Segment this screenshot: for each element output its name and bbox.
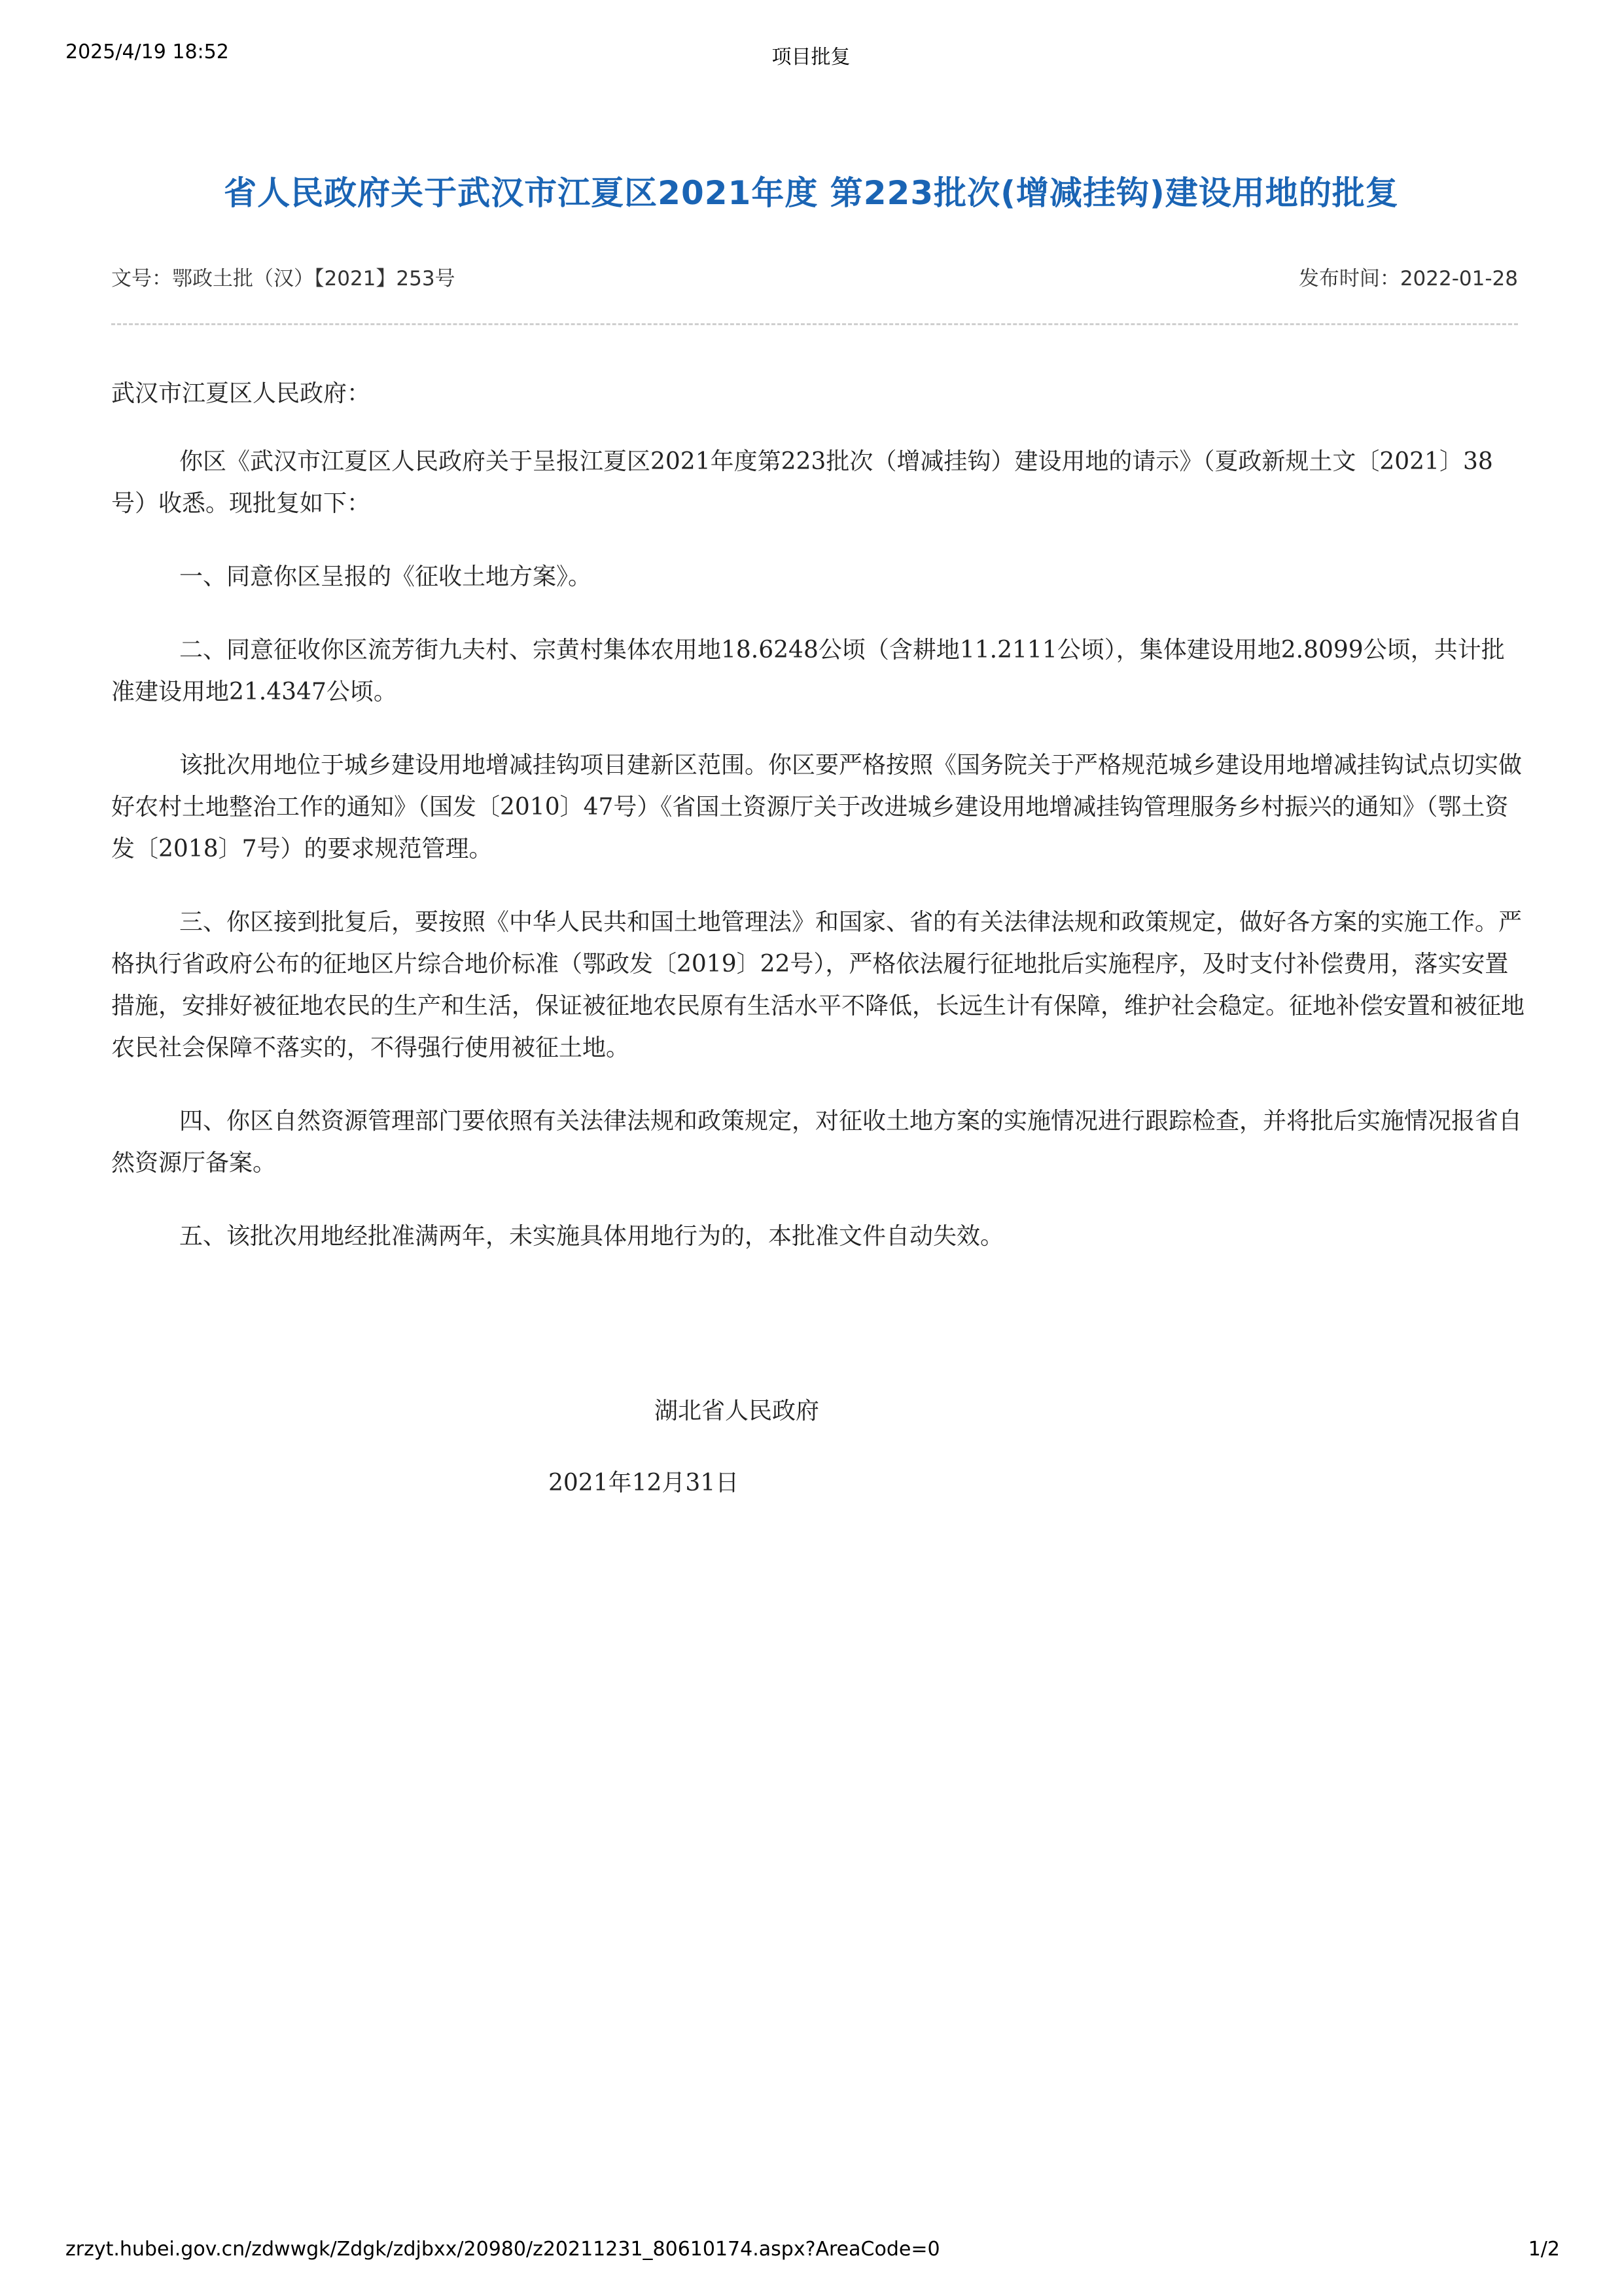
document-title: 省人民政府关于武汉市江夏区2021年度 第223批次(增减挂钩)建设用地的批复 xyxy=(224,174,1399,212)
publish-date: 发布时间：2022-01-28 xyxy=(1298,267,1518,291)
document-number: 文号：鄂政土批（汉）【2021】253号 xyxy=(111,267,455,291)
document-meta xyxy=(111,262,1518,294)
body-paragraph: 二、同意征收你区流芳街九夫村、宗黄村集体农用地18.6248公顷（含耕地11.2111公顷），集体建设用地2.8099公顷，共计批准建设用地21.4347公顷。 xyxy=(111,637,1505,705)
print-page-title: 项目批复 xyxy=(771,46,851,69)
body-paragraph: 三、你区接到批复后，要按照《中华人民共和国土地管理法》和国家、省的有关法律法规和政策规定，做好各方案的实施工作。严格执行省政府公布的征地区片综合地价标准（鄂政发〔2019〕22号），严格依法履行征地批后实施程序，及时支付补偿费用，落实安置措施，安排好被征地农民的生产和生活，保证被征地农民原有生活水平不降低，长远生计有保障，维护社会稳定。征地补偿安置和被征地农民社会保障不落实的，不得强行使用被征土地。 xyxy=(111,909,1525,1061)
meta-divider xyxy=(111,323,1518,325)
body-paragraph: 一、同意你区呈报的《征收土地方案》。 xyxy=(179,563,592,590)
body-paragraph: 该批次用地位于城乡建设用地增减挂钩项目建新区范围。你区要严格按照《国务院关于严格规范城乡建设用地增减挂钩试点切实做好农村土地整治工作的通知》（国发〔2010〕47号）《省国土资源厅关于改进城乡建设用地增减挂钩管理服务乡村振兴的通知》（鄂土资发〔2018〕7号）的要求规范管理。 xyxy=(111,752,1523,862)
print-footer xyxy=(0,2238,1622,2270)
body-paragraph: 四、你区自然资源管理部门要依照有关法律法规和政策规定，对征收土地方案的实施情况进行跟踪检查，并将批后实施情况报省自然资源厅备案。 xyxy=(111,1108,1523,1176)
body-paragraph: 五、该批次用地经批准满两年，未实施具体用地行为的，本批准文件自动失效。 xyxy=(179,1223,1004,1250)
signature-date: 2021年12月31日 xyxy=(548,1470,739,1496)
page-number: 1/2 xyxy=(1528,2238,1560,2261)
print-datetime: 2025/4/19 18:52 xyxy=(65,41,229,63)
signature: 湖北省人民政府 xyxy=(654,1398,820,1424)
body-paragraph: 你区《武汉市江夏区人民政府关于呈报江夏区2021年度第223批次（增减挂钩）建设用地的请示》（夏政新规土文〔2021〕38号）收悉。现批复如下： xyxy=(111,448,1493,517)
page-url: zrzyt.hubei.gov.cn/zdwwgk/Zdgk/zdjbxx/20980/z20211231_80610174.aspx?AreaCode=0 xyxy=(65,2238,940,2261)
document-body xyxy=(111,373,1525,1289)
print-header xyxy=(0,41,1622,73)
salutation: 武汉市江夏区人民政府： xyxy=(111,380,371,407)
